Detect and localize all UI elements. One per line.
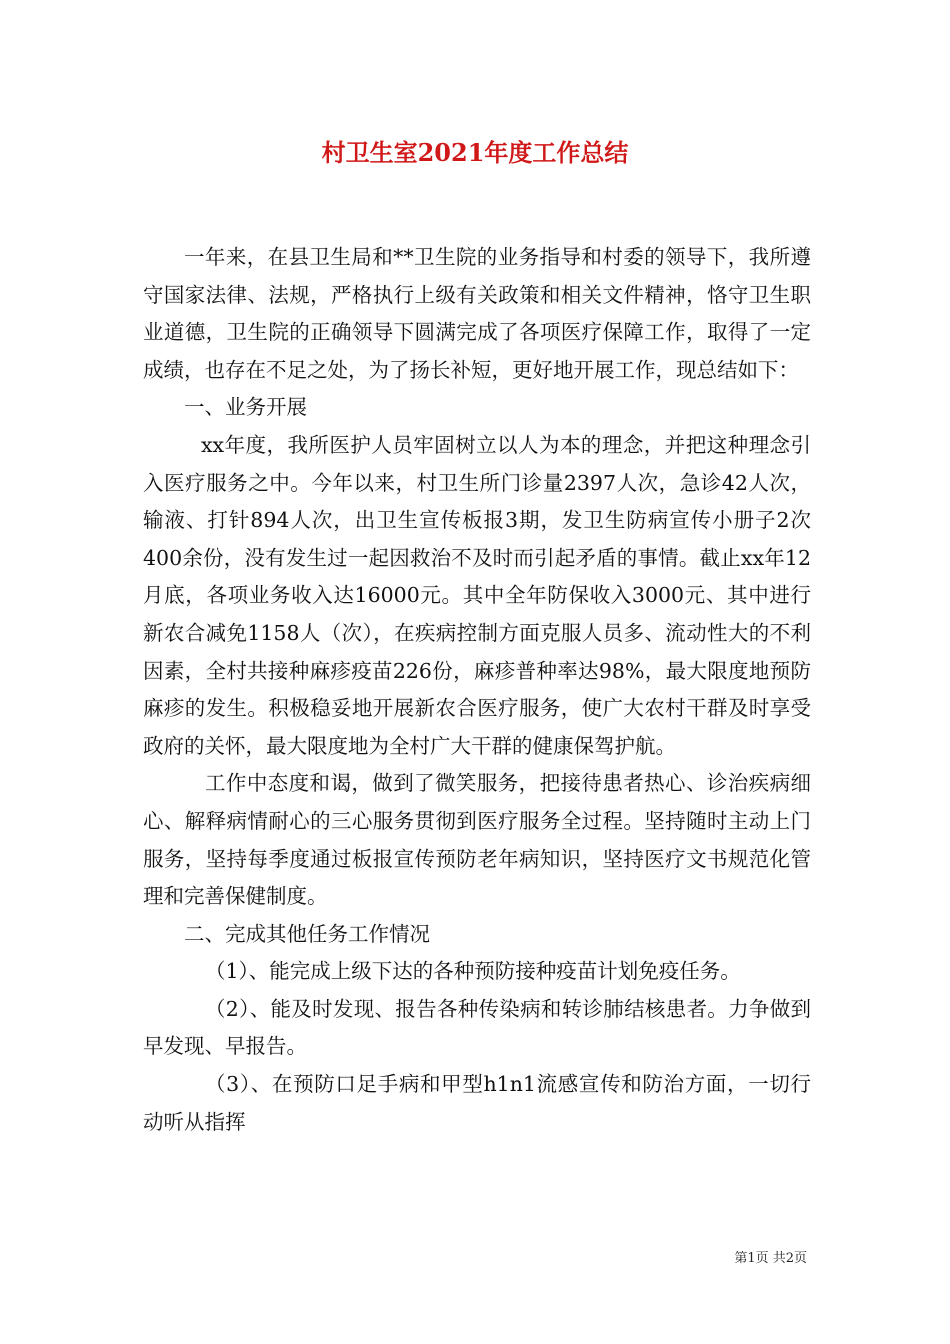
business-paragraph: xx年度，我所医护人员牢固树立以人为本的理念，并把这种理念引入医疗服务之中。今年以来，村卫生所门诊量2397人次，急诊42人次，输液、打针894人次，出卫生宣传板报3期，发卫生防病宣传小册子2次400余份，没有发生过一起因救治不及时而引起矛盾的事情。截止xx年12月底，各项业务收入达16000元。其中全年防保收入3000元、其中进行新农合减免1158人（次），在疾病控制方面克服人员多、流动性大的不利因素，全村共接种麻疹疫苗226份，麻疹普种率达98%，最大限度地预防麻疹的发生。积极稳妥地开展新农合医疗服务，使广大农村干群及时享受政府的关怀，最大限度地为全村广大干群的健康保驾护航。 — [143, 432, 811, 758]
document-body — [143, 239, 811, 1141]
task-item-1: （1）、能完成上级下达的各种预防接种疫苗计划免疫任务。 — [205, 959, 741, 984]
page-number-footer: 第1页 共2页 — [734, 1251, 807, 1266]
document-title: 村卫生室2021年度工作总结 — [321, 138, 629, 167]
service-paragraph: 工作中态度和谒，做到了微笑服务，把接待患者热心、诊治疾病细心、解释病情耐心的三心服务贯彻到医疗服务全过程。坚持随时主动上门服务，坚持每季度通过板报宣传预防老年病知识，坚持医疗文书规范化管理和完善保健制度。 — [143, 771, 811, 909]
intro-paragraph: 一年来，在县卫生局和**卫生院的业务指导和村委的领导下，我所遵守国家法律、法规，严格执行上级有关政策和相关文件精神，恪守卫生职业道德，卫生院的正确领导下圆满完成了各项医疗保障工作，取得了一定成绩，也存在不足之处，为了扬长补短，更好地开展工作，现总结如下： — [143, 245, 811, 382]
task-item-3: （3）、在预防口足手病和甲型h1n1流感宣传和防治方面，一切行动听从指挥 — [143, 1072, 811, 1134]
task-item-2: （2）、能及时发现、报告各种传染病和转诊肺结核患者。力争做到早发现、早报告。 — [143, 996, 811, 1059]
section-heading-business: 一、业务开展 — [184, 395, 307, 420]
section-heading-other-tasks: 二、完成其他任务工作情况 — [184, 921, 430, 946]
